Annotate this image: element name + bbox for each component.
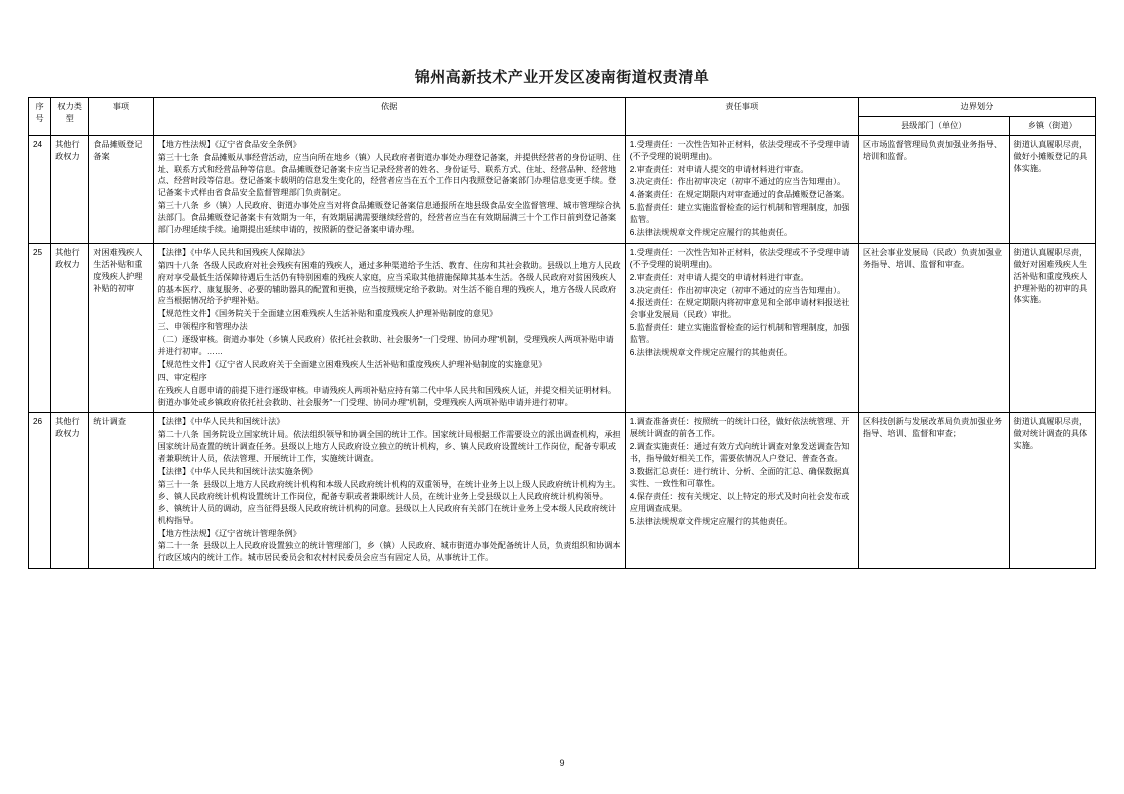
duty-line: 1.调查准备责任：按照统一的统计口径，做好依法统管理、开展统计调查的前各工作。 xyxy=(629,417,850,439)
cell-boundary-dept: 区社会事业发展局（民政）负责加强业务指导、培训、监督和审查。 xyxy=(858,243,1009,413)
duty-line: 6.法律法规规章文件规定应履行的其他责任。 xyxy=(629,228,793,238)
responsibility-list-table-wrap xyxy=(28,97,1096,569)
cell-duty xyxy=(625,135,858,243)
table-row xyxy=(29,135,1096,243)
duty-line: 3.数据汇总责任：进行统计、分析、全面的汇总、确保数据真实性、一致性和可靠性。 xyxy=(629,467,850,488)
cell-boundary-town: 街道认真履职尽责，做对统计调查的具体实施。 xyxy=(1009,413,1095,569)
duty-line: 4.报送责任：在规定期限内将初审意见和全部申请材料报送社会事业发展局（民政）审批。 xyxy=(629,298,850,320)
duty-line: 5.监督责任：建立实施监督检查的运行机制和管理制度，加强监管。 xyxy=(629,203,850,225)
cell-duty xyxy=(625,243,858,413)
header-duty: 责任事项 xyxy=(625,98,858,136)
basis-line: 【规范性文件】《国务院关于全面建立困难残疾人生活补贴和重度残疾人护理补贴制度的意见》 xyxy=(157,309,498,319)
cell-boundary-dept: 区科技创新与发展改革局负责加强业务指导、培训、监督和审查； xyxy=(858,413,1009,569)
duty-line: 5.法律法规规章文件规定应履行的其他责任。 xyxy=(629,516,793,526)
basis-line: 【地方性法规】《辽宁省食品安全条例》 xyxy=(157,139,301,149)
basis-line: 第三十八条 乡（镇）人民政府、街道办事处应当对将食品摊贩登记备案信息通报所在地县级食品安全监督管理、城市管理综合执法部门。食品摊贩登记备案卡有效期为一年，有效期届满需要继续经营的，经营者应当在有效期届满三十个工作日前到登记备案部门办理延续手续。逾期提出延续申请的，按照新的登记备案申请办理。 xyxy=(157,201,621,235)
basis-line: 第二十八条 国务院设立国家统计局。依法组织领导和协调全国的统计工作。国家统计局根据工作需要设立的派出调查机构，承担国家统计局查置的统计调查任务。县级以上地方人民政府设立独立的统计机构，乡、镇人民政府设置统计工作岗位，配备专职或者兼职统计人员，依法管理、开展统计工作，实施统计调查。 xyxy=(157,430,621,464)
basis-line: 【规范性文件】《辽宁省人民政府关于全面建立困难残疾人生活补贴和重度残疾人护理补贴制度的实施意见》 xyxy=(157,359,547,369)
basis-line: 第四十八条 各级人民政府对社会残疾有困难的残疾人，通过多种渠道给予生活、教育、住房和其社会救助。县级以上地方人民政府对享受最低生活保障待遇后生活仍有特别困难的残疾人家庭，应当采取其他措施保障其基本生活。各级人民政府对贫困残疾人的基本医疗、康复服务、必要的辅助器具的配置和更换，应当按照规定给予救助。对生活不能自理的残疾人，地方各级人民政府应当根据情况给予护理补贴。 xyxy=(157,260,621,306)
header-boundary-town: 乡镇（街道） xyxy=(1009,116,1095,135)
cell-basis xyxy=(153,243,625,413)
basis-line: 【法律】《中华人民共和国统计法》 xyxy=(157,417,285,427)
table-header-row xyxy=(29,98,1096,117)
header-seq: 序号 xyxy=(29,98,51,136)
header-boundary-dept: 县级部门（单位） xyxy=(858,116,1009,135)
basis-line: 第二十一条 县级以上人民政府设置独立的统计管理部门，乡（镇）人民政府、城市街道办事处配备统计人员，负责组织和协调本行政区域内的统计工作。城市居民委员会和农村村民委员会应当有固定人员，从事统计工作。 xyxy=(157,541,621,563)
cell-power-type: 其他行政权力 xyxy=(51,243,89,413)
header-boundary: 边界划分 xyxy=(858,98,1095,117)
table-row xyxy=(29,243,1096,413)
cell-item: 统计调查 xyxy=(89,413,153,569)
header-item: 事项 xyxy=(89,98,153,136)
duty-line: 3.决定责任：作出初审决定（初审不通过的应当告知理由）。 xyxy=(629,177,846,187)
basis-line: 【地方性法规】《辽宁省统计管理条例》 xyxy=(157,528,301,538)
duty-line: 4.保存责任：按有关规定、以上特定的形式及时向社会发布或应用调查成果。 xyxy=(629,491,850,513)
cell-boundary-dept: 区市场监督管理局负责加强业务指导、培训和监督。 xyxy=(858,135,1009,243)
duty-line: 5.监督责任：建立实施监督检查的运行机制和管理制度，加强监管。 xyxy=(629,323,850,345)
duty-line: 4.备案责任：在规定期限内对审查通过的食品摊贩登记备案。 xyxy=(629,190,850,200)
responsibility-list-table xyxy=(28,97,1096,569)
basis-line: 第三十一条 县级以上地方人民政府统计机构和本级人民政府统计机构的双重领导，在统计业务上以上级人民政府统计机构为主。乡、镇人民政府统计机构设置统计工作岗位，配备专职或者兼职统计人员，在统计业务上受县级以上人民政府统计机构领导。乡、镇统计人员的调动，应当征得县级人民政府统计机构的同意。县级以上人民政府有关部门在统计业务上受本级人民政府统计机构指导。 xyxy=(157,479,621,525)
basis-line: 在残疾人自愿申请的前提下进行逐级审核。申请残疾人两项补贴应持有第二代中华人民共和国残疾人证，并提交相关证明材料。街道办事处或乡镇政府依托社会救助、社会服务"一门受理、协同办理"机制，受理残疾人两项补贴申请并进行初审。 xyxy=(157,385,617,407)
basis-line: 三、申领程序和管理办法 xyxy=(157,322,248,332)
duty-line: 1.受理责任：一次性告知补正材料，依法受理或不予受理申请(不予受理的说明理由)。 xyxy=(629,247,850,269)
page-title: 锦州高新技术产业开发区凌南街道权责清单 xyxy=(414,69,710,86)
duty-line: 2.审查责任：对申请人提交的申请材料进行审查。 xyxy=(629,164,809,174)
cell-boundary-town: 街道认真履职尽责，做好对困难残疾人生活补贴和重度残疾人护理补贴的初审的具体实施。 xyxy=(1009,243,1095,413)
cell-seq: 24 xyxy=(29,135,51,243)
cell-power-type: 其他行政权力 xyxy=(51,413,89,569)
table-row xyxy=(29,413,1096,569)
cell-basis xyxy=(153,413,625,569)
cell-item: 食品摊贩登记备案 xyxy=(89,135,153,243)
duty-line: 3.决定责任：作出初审决定（初审不通过的应当告知理由）。 xyxy=(629,285,846,295)
basis-line: （二）逐级审核。街道办事处（乡镇人民政府）依托社会救助、社会服务"一门受理、协同办理"机制，受理残疾人两项补贴申请并进行初审。…… xyxy=(157,335,614,357)
cell-item: 对困难残疾人生活补贴和重度残疾人护理补贴的初审 xyxy=(89,243,153,413)
duty-line: 1.受理责任：一次性告知补正材料，依法受理或不予受理申请(不予受理的说明理由)。 xyxy=(629,139,850,161)
basis-line: 四、审定程序 xyxy=(157,372,207,382)
cell-boundary-town: 街道认真履职尽责，做好小摊贩登记的具体实施。 xyxy=(1009,135,1095,243)
basis-line: 【法律】《中华人民共和国统计法实施条例》 xyxy=(157,467,318,477)
cell-basis xyxy=(153,135,625,243)
header-basis: 依据 xyxy=(153,98,625,136)
duty-line: 2.审查责任：对申请人提交的申请材料进行审查。 xyxy=(629,272,809,282)
basis-line: 第三十七条 食品摊贩从事经营活动，应当向所在地乡（镇）人民政府者街道办事处办理登记备案，并提供经营者的身份证明、住址、联系方式和经营品种等信息。食品摊贩登记备案卡应当记录经营者的姓名、身份证号、联系方式、住址、经营品种、经营地点、经营时段等信息。登记备案卡载明的信息发生变化的，经营者应当在五个工作日内我照登记备案部门办理信息变更手续。登记备案卡式样由省食品安全监督管理部门负责制定。 xyxy=(157,152,621,198)
cell-duty xyxy=(625,413,858,569)
page-number: 9 xyxy=(559,758,565,768)
basis-line: 【法律】《中华人民共和国残疾人保障法》 xyxy=(157,247,310,257)
cell-power-type: 其他行政权力 xyxy=(51,135,89,243)
header-power-type: 权力类型 xyxy=(51,98,89,136)
duty-line: 2.调查实施责任：通过有效方式向统计调查对象发送调查告知书，指导做好相关工作，需要依情况人户登记、普查各查。 xyxy=(629,442,850,464)
cell-seq: 26 xyxy=(29,413,51,569)
cell-seq: 25 xyxy=(29,243,51,413)
duty-line: 6.法律法规规章文件规定应履行的其他责任。 xyxy=(629,348,793,358)
